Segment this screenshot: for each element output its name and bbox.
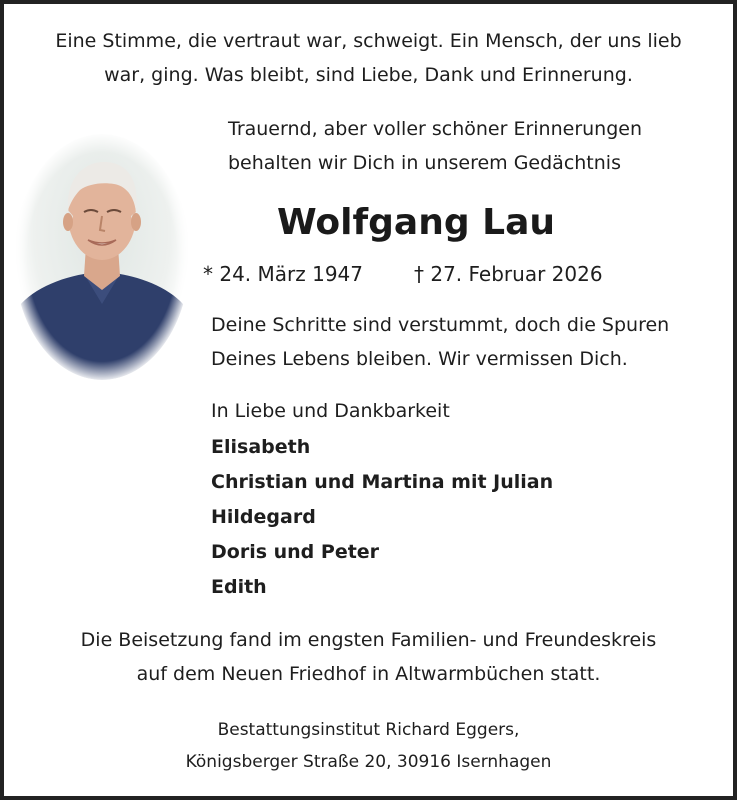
tribute-line-2: Deines Lebens bleiben. Wir vermissen Dich. (211, 348, 628, 370)
mourners-intro: In Liebe und Dankbarkeit (211, 400, 450, 422)
memory-line-1: Trauernd, aber voller schöner Erinnerungen (228, 118, 643, 140)
quote-line-2: war, ging. Was bleibt, sind Liebe, Dank und Erinnerung. (104, 64, 633, 86)
memory-line-2: behalten wir Dich in unserem Gedächtnis (228, 152, 621, 174)
mourner-name: Christian und Martina mit Julian (211, 471, 554, 493)
mourner-name: Edith (211, 576, 267, 598)
burial-line-2: auf dem Neuen Friedhof in Altwarmbüchen statt. (136, 663, 601, 685)
deceased-name: Wolfgang Lau (277, 202, 556, 243)
burial-line-1: Die Beisetzung fand im engsten Familien- und Freundeskreis (80, 629, 657, 651)
mourner-name: Elisabeth (211, 436, 311, 458)
funeral-home-name: Bestattungsinstitut Richard Eggers, (217, 720, 520, 740)
birth-date: * 24. März 1947 (203, 262, 364, 286)
portrait-photo (14, 134, 190, 380)
tribute-line-1: Deine Schritte sind verstummt, doch die Spuren (211, 314, 670, 336)
mourner-name: Hildegard (211, 506, 316, 528)
quote-line-1: Eine Stimme, die vertraut war, schweigt. Ein Mensch, der uns lieb (55, 30, 682, 52)
funeral-home-address: Königsberger Straße 20, 30916 Isernhagen (185, 752, 552, 772)
mourner-name: Doris und Peter (211, 541, 380, 563)
death-date: † 27. Februar 2026 (414, 262, 603, 286)
